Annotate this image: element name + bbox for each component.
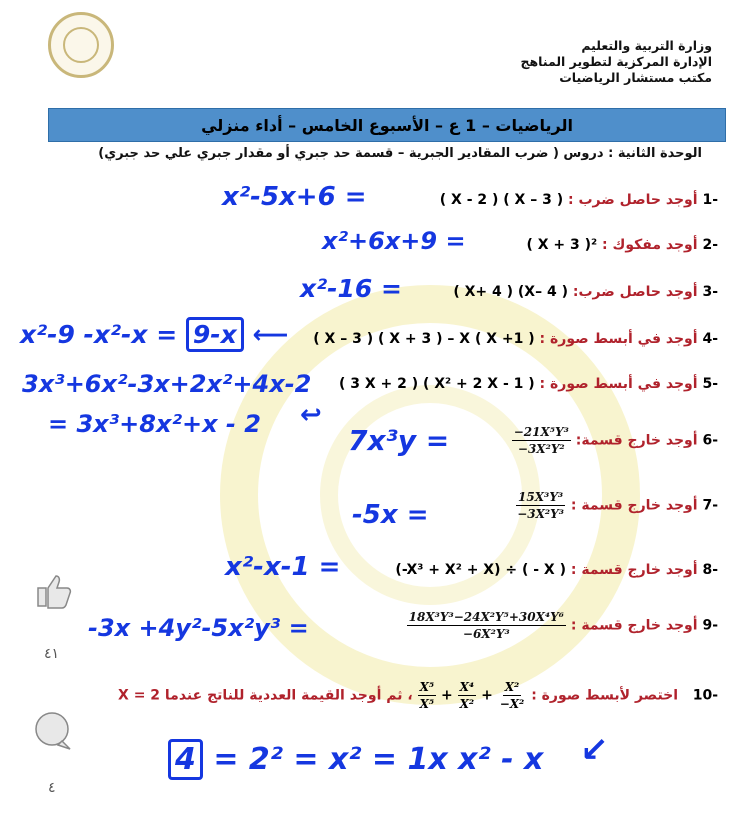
comment-button[interactable]	[30, 708, 76, 754]
answer-4-work: x²-9 -x²-x =	[20, 320, 178, 349]
answer-5-line-2: = 3x³+8x²+x - 2	[48, 410, 261, 438]
question-7: -7 أوجد خارج قسمة : $\frac{\text{15X³Y³}}{\text{−3X²Y³}}$	[517, 490, 718, 521]
header-block	[521, 38, 713, 86]
question-3: -3 أوجد حاصل ضرب: ( X+ 4 ) (X– 4 )	[453, 284, 718, 300]
answer-5-arrow: ↩	[300, 400, 322, 430]
title-banner: الرياضيات – 1 ع – الأسبوع الخامس – أداء منزلي	[48, 108, 726, 142]
like-count: ٤١	[44, 646, 60, 662]
question-2: -2 أوجد مفكوك : ( X + 3 )²	[526, 237, 718, 253]
header-line-3: مكتب مستشار الرياضيات	[559, 70, 712, 85]
header-line-2: الإدارة المركزية لتطوير المناهج	[520, 54, 712, 69]
question-1: -1 أوجد حاصل ضرب : ( X - 2 ) ( X – 3 )	[439, 192, 718, 208]
answer-4-boxed: 9-x	[186, 317, 244, 352]
answer-9: -3x +4y²-5x²y³ =	[88, 614, 309, 642]
answer-4-arrow: ⟵	[252, 320, 289, 349]
like-button[interactable]	[30, 568, 76, 614]
unit-title: الوحدة الثانية : دروس ( ضرب المقادير الجبرية – قسمة حد جبري أو مقدار جبري علي حد جبري)	[98, 146, 702, 161]
header-line-1: وزارة التربية والتعليم	[581, 38, 712, 53]
answer-3: x²-16 =	[300, 274, 402, 303]
answer-1: x²-5x+6 =	[222, 182, 367, 212]
answer-8: x²-x-1 =	[225, 552, 341, 582]
answer-5-line-1: 3x³+6x²-3x+2x²+4x-2	[22, 370, 312, 398]
question-10: -10 اختصر لأبسط صورة : $\frac{\text{X⁵}}{\text{X⁵}}$ + $\frac{\text{X⁴}}{\text{X²}}$ + $\frac{\text{X²}}{\text{−X²}}$ ، ثم أوجد القيمة العددية للناتج عندما X = 2	[118, 680, 718, 711]
fraction-6: $\frac{\text{−21X⁵Y³}}{\text{−3X²Y²}}$	[513, 425, 569, 456]
question-4: -4 أوجد في أبسط صورة : ( X – 3 ) ( X + 3 ) – X ( X +1 )	[313, 331, 718, 347]
thumbs-up-icon	[30, 568, 76, 614]
final-answer-work: = 2² = x² = 1x x² - x	[213, 742, 544, 777]
final-answer-boxed: 4	[168, 739, 203, 780]
question-5: -5 أوجد في أبسط صورة : ( 3 X + 2 ) ( X² + 2 X - 1 )	[338, 376, 718, 392]
question-10-fractions: $\frac{\text{X⁵}}{\text{X⁵}}$ + $\frac{\text{X⁴}}{\text{X²}}$ + $\frac{\text{X²}}{\text{−X²}}$	[419, 680, 525, 711]
question-8: -8 أوجد خارج قسمة : (-X³ + X² + X) ÷ ( - X )	[395, 562, 718, 578]
fraction-9: $\frac{\text{18X³Y³−24X²Y⁵+30X⁴Y⁶}}{\text{−6X²Y³}}$	[408, 610, 564, 641]
answer-2: x²+6x+9 =	[322, 227, 466, 255]
question-9: -9 أوجد خارج قسمة : $\frac{\text{18X³Y³−24X²Y⁵+30X⁴Y⁶}}{\text{−6X²Y³}}$	[408, 610, 718, 641]
ministry-seal	[48, 12, 114, 78]
question-6: -6 أوجد خارج قسمة: $\frac{\text{−21X⁵Y³}}{\text{−3X²Y²}}$	[513, 425, 718, 456]
answer-4	[20, 320, 288, 349]
fraction-7: $\frac{\text{15X³Y³}}{\text{−3X²Y³}}$	[517, 490, 564, 521]
comment-count: ٤	[48, 780, 56, 796]
answer-6: 7x³y =	[348, 424, 450, 457]
final-answer	[168, 742, 543, 777]
answer-7: -5x =	[352, 500, 429, 530]
comment-bubble-icon	[30, 708, 76, 754]
final-answer-arrow: ↙	[580, 730, 609, 770]
